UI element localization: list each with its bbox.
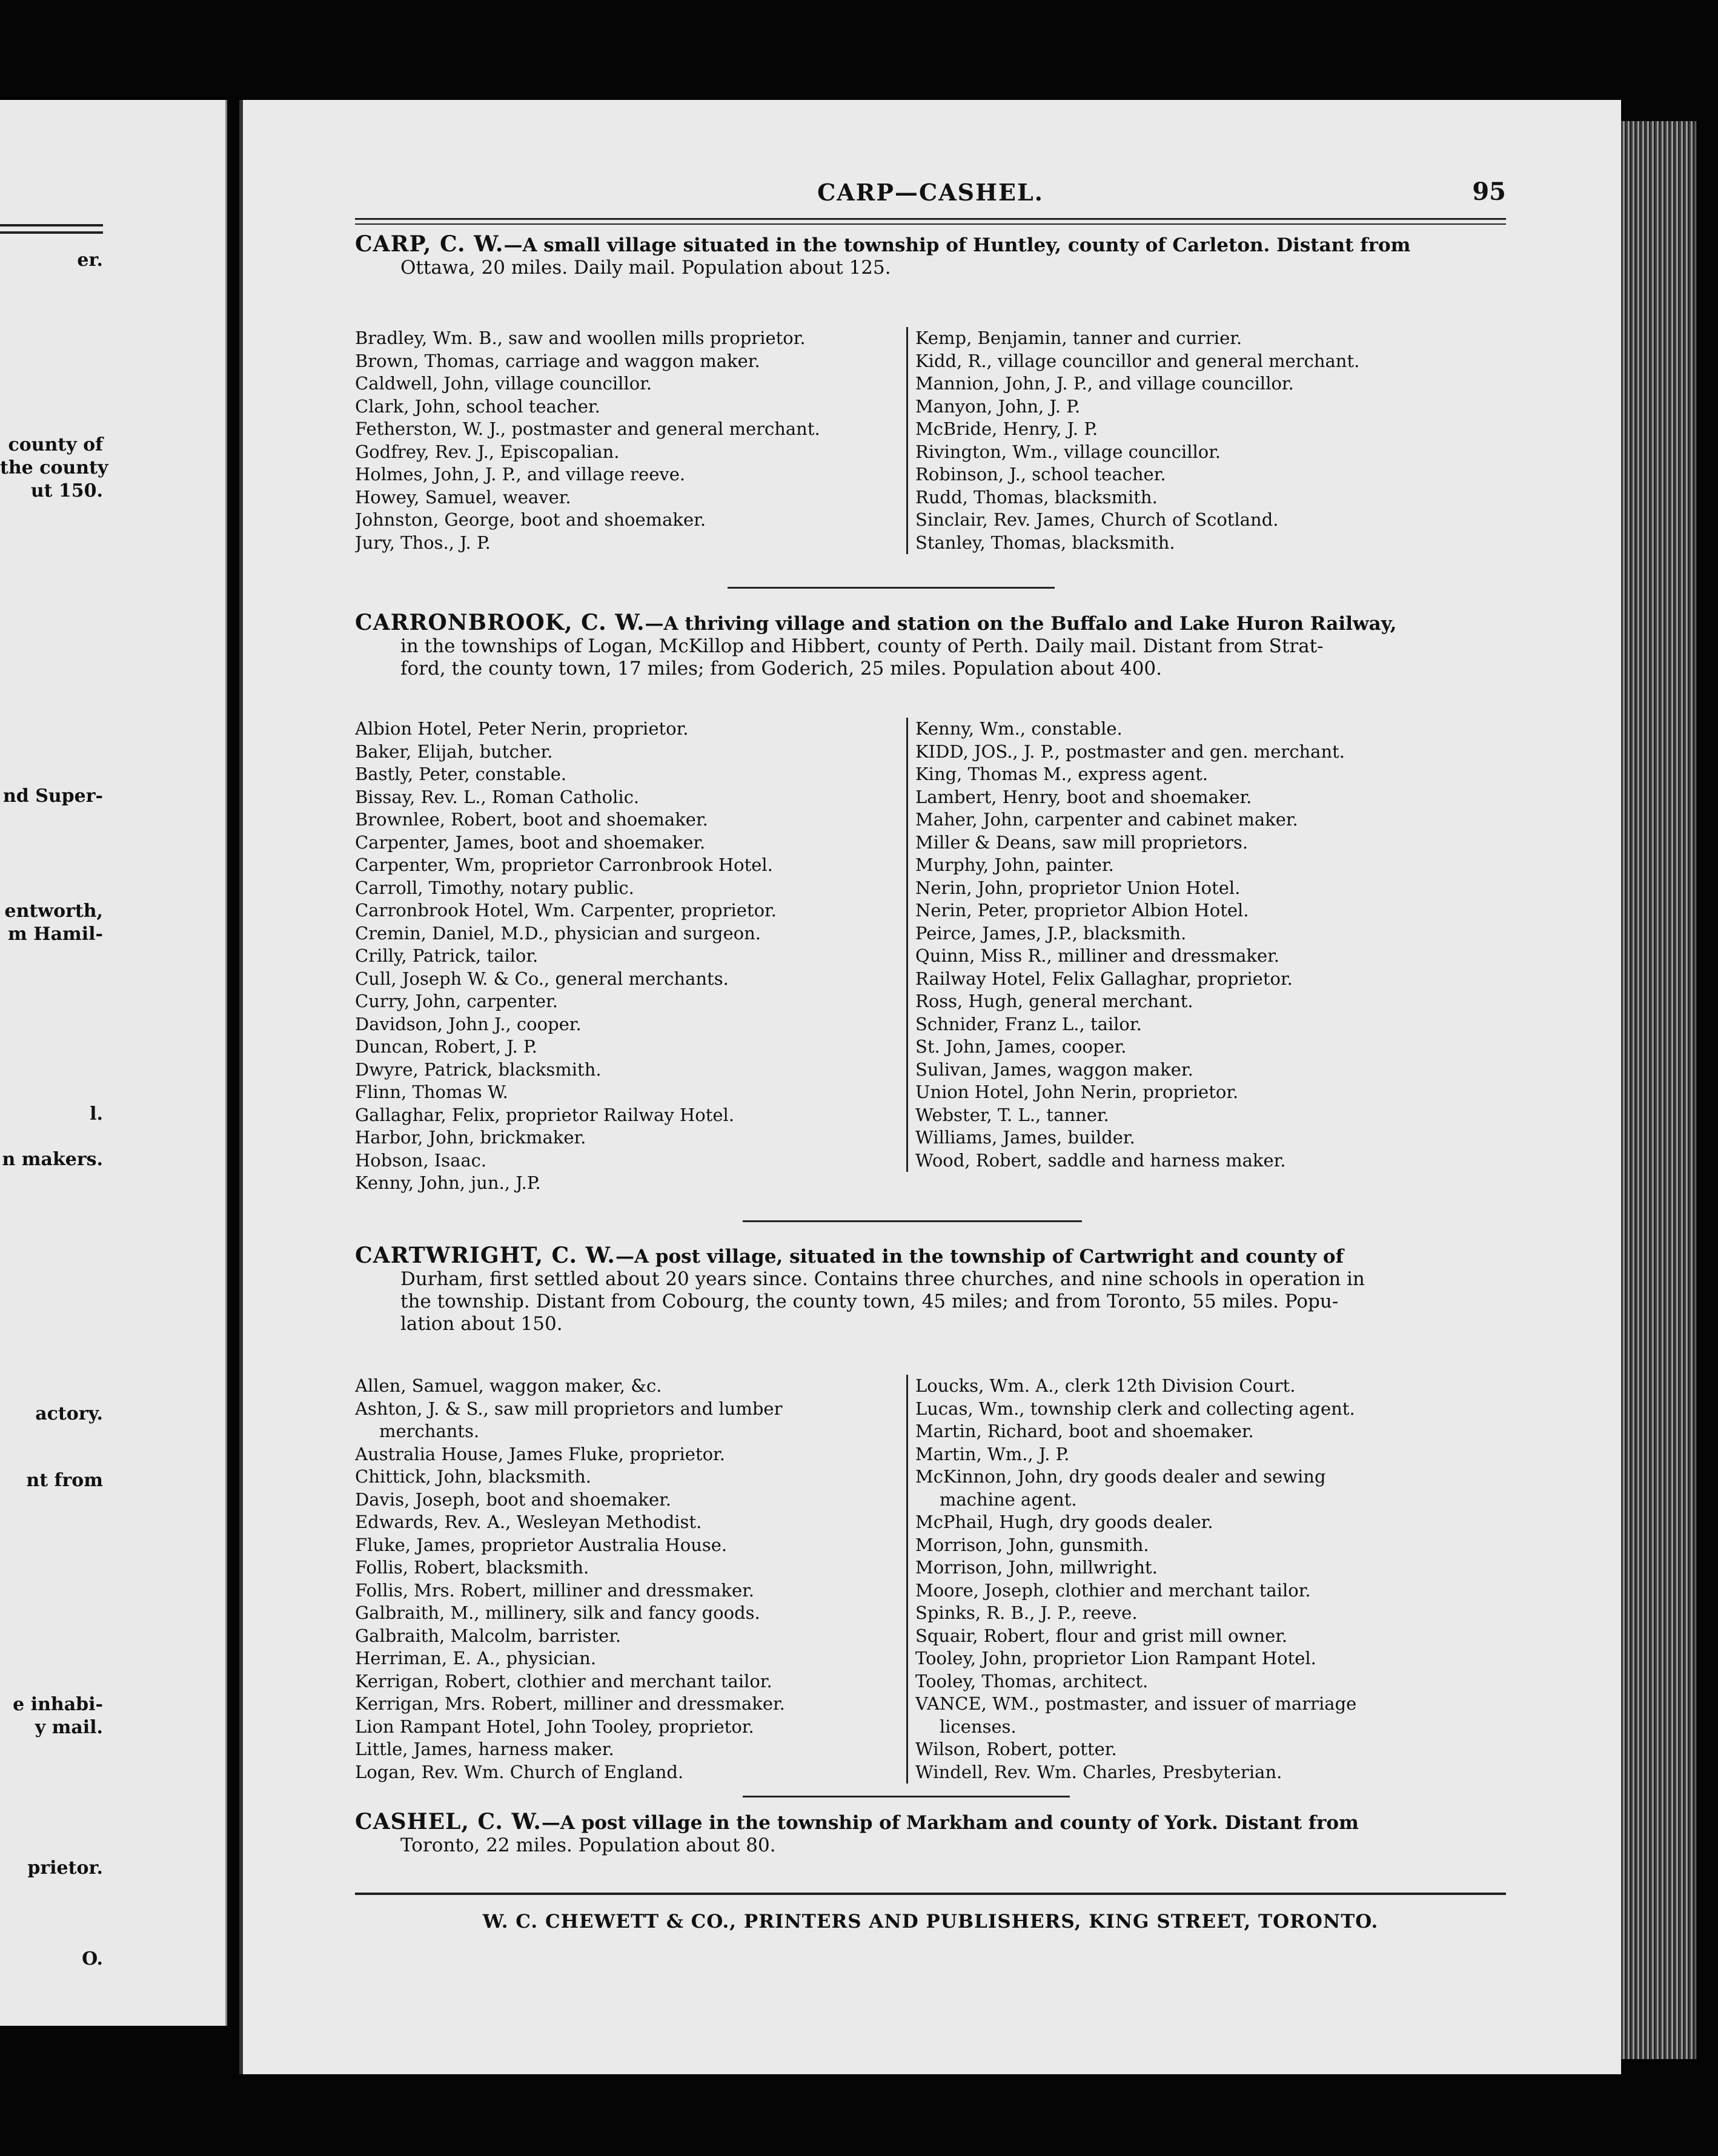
carronbrook-heading bbox=[355, 612, 1506, 680]
list-item: Kenny, Wm., constable. bbox=[915, 718, 1123, 739]
list-item: Follis, Robert, blacksmith. bbox=[355, 1557, 589, 1578]
list-item: Brown, Thomas, carriage and waggon maker. bbox=[355, 350, 760, 371]
place-description-cont: in the townships of Logan, McKillop and Hibbert, county of Perth. Daily mail. Distant from Strat- bbox=[400, 635, 1324, 657]
list-item: machine agent. bbox=[940, 1489, 1077, 1510]
running-head bbox=[355, 173, 1506, 215]
footer-rule bbox=[355, 1893, 1506, 1895]
list-item: licenses. bbox=[940, 1716, 1017, 1737]
list-item: Stanley, Thomas, blacksmith. bbox=[915, 532, 1175, 553]
place-name: CARRONBROOK, C. W. bbox=[355, 610, 645, 635]
list-item: Nerin, Peter, proprietor Albion Hotel. bbox=[915, 900, 1249, 921]
list-item: Railway Hotel, Felix Gallaghar, proprietor. bbox=[915, 968, 1293, 989]
place-description-cont: Ottawa, 20 miles. Daily mail. Population about 125. bbox=[400, 257, 891, 279]
cartwright-right-column bbox=[906, 1375, 1515, 1784]
list-item: Dwyre, Patrick, blacksmith. bbox=[355, 1059, 602, 1080]
list-item: Wilson, Robert, potter. bbox=[915, 1739, 1117, 1759]
previous-page-fragment: y mail. bbox=[35, 1717, 103, 1738]
previous-page-fragment: ut 150. bbox=[30, 480, 103, 501]
list-item: Follis, Mrs. Robert, milliner and dressmaker. bbox=[355, 1579, 755, 1601]
previous-page bbox=[0, 100, 227, 2026]
list-item: Miller & Deans, saw mill proprietors. bbox=[915, 832, 1249, 853]
list-item: Duncan, Robert, J. P. bbox=[355, 1036, 537, 1057]
list-item: Carpenter, James, boot and shoemaker. bbox=[355, 832, 706, 853]
list-item: Mannion, John, J. P., and village councillor. bbox=[915, 373, 1294, 394]
list-item: Tooley, John, proprietor Lion Rampant Hotel. bbox=[915, 1648, 1316, 1668]
list-item: Little, James, harness maker. bbox=[355, 1739, 614, 1759]
list-item: Loucks, Wm. A., clerk 12th Division Court. bbox=[915, 1375, 1296, 1396]
list-item: Herriman, E. A., physician. bbox=[355, 1648, 597, 1668]
list-item: Albion Hotel, Peter Nerin, proprietor. bbox=[355, 718, 689, 739]
list-item: Bastly, Peter, constable. bbox=[355, 764, 567, 784]
previous-page-fragment: n makers. bbox=[2, 1149, 103, 1170]
cashel-heading bbox=[355, 1811, 1506, 1857]
header-rule bbox=[355, 223, 1506, 225]
list-item: Morrison, John, millwright. bbox=[915, 1557, 1158, 1578]
previous-page-fragment: m Hamil- bbox=[8, 924, 103, 945]
list-item: St. John, James, cooper. bbox=[915, 1036, 1127, 1057]
cartwright-heading bbox=[355, 1245, 1506, 1335]
list-item: VANCE, WM., postmaster, and issuer of marriage bbox=[915, 1693, 1357, 1714]
section-divider bbox=[728, 587, 1055, 589]
place-description: —A small village situated in the township of Huntley, county of Carleton. Distant from bbox=[503, 234, 1411, 256]
previous-page-fragment: l. bbox=[90, 1103, 103, 1125]
list-item: Wood, Robert, saddle and harness maker. bbox=[915, 1149, 1286, 1171]
previous-page-fragment: O. bbox=[82, 1948, 103, 1969]
previous-page-fragment: nd Super- bbox=[2, 785, 103, 807]
list-item: Curry, John, carpenter. bbox=[355, 991, 558, 1011]
previous-page-fragment: county of bbox=[8, 434, 103, 455]
list-item: Flinn, Thomas W. bbox=[355, 1082, 508, 1102]
carp-right-column bbox=[906, 327, 1515, 554]
list-item: Sulivan, James, waggon maker. bbox=[915, 1059, 1193, 1080]
list-item: Brownlee, Robert, boot and shoemaker. bbox=[355, 809, 708, 830]
list-item: Johnston, George, boot and shoemaker. bbox=[355, 509, 706, 530]
list-item: Moore, Joseph, clothier and merchant tailor. bbox=[915, 1579, 1311, 1601]
previous-page-rule bbox=[0, 231, 103, 234]
previous-page-fragment: er. bbox=[77, 250, 103, 271]
list-item: Godfrey, Rev. J., Episcopalian. bbox=[355, 441, 620, 462]
list-item: King, Thomas M., express agent. bbox=[915, 764, 1208, 784]
list-item: Carpenter, Wm, proprietor Carronbrook Hotel. bbox=[355, 855, 773, 875]
place-name: CARP, C. W. bbox=[355, 231, 504, 257]
previous-page-fragment: e inhabi- bbox=[13, 1694, 103, 1715]
list-item: Fluke, James, proprietor Australia House. bbox=[355, 1534, 728, 1555]
carronbrook-right-column bbox=[906, 718, 1515, 1172]
list-item: Webster, T. L., tanner. bbox=[915, 1104, 1109, 1125]
list-item: Kerrigan, Mrs. Robert, milliner and dressmaker. bbox=[355, 1693, 785, 1714]
list-item: Murphy, John, painter. bbox=[915, 855, 1114, 875]
list-item: Williams, James, builder. bbox=[915, 1127, 1135, 1148]
list-item: Rivington, Wm., village councillor. bbox=[915, 441, 1221, 462]
list-item: Martin, Richard, boot and shoemaker. bbox=[915, 1421, 1254, 1441]
list-item: Kemp, Benjamin, tanner and currier. bbox=[915, 328, 1242, 348]
list-item: Davis, Joseph, boot and shoemaker. bbox=[355, 1489, 672, 1510]
place-name: CASHEL, C. W. bbox=[355, 1809, 542, 1834]
place-description: —A post village, situated in the township of Cartwright and county of bbox=[615, 1246, 1344, 1268]
place-description-cont: lation about 150. bbox=[400, 1313, 563, 1335]
list-item: Baker, Elijah, butcher. bbox=[355, 741, 553, 762]
section-divider bbox=[743, 1220, 1082, 1222]
list-item: Logan, Rev. Wm. Church of England. bbox=[355, 1761, 684, 1782]
directory-page bbox=[239, 100, 1621, 2074]
list-item: Howey, Samuel, weaver. bbox=[355, 486, 571, 508]
list-item: Rudd, Thomas, blacksmith. bbox=[915, 486, 1158, 508]
list-item: Kidd, R., village councillor and general merchant. bbox=[915, 350, 1360, 371]
place-description-cont: ford, the county town, 17 miles; from Goderich, 25 miles. Population about 400. bbox=[400, 658, 1162, 680]
list-item: Harbor, John, brickmaker. bbox=[355, 1127, 586, 1148]
place-name: CARTWRIGHT, C. W. bbox=[355, 1243, 615, 1268]
list-item: Galbraith, Malcolm, barrister. bbox=[355, 1625, 622, 1646]
list-item: Peirce, James, J.P., blacksmith. bbox=[915, 922, 1187, 944]
list-item: Clark, John, school teacher. bbox=[355, 395, 600, 417]
list-item: Cremin, Daniel, M.D., physician and surgeon. bbox=[355, 922, 761, 944]
list-item: McKinnon, John, dry goods dealer and sewing bbox=[915, 1466, 1326, 1487]
list-item: Lambert, Henry, boot and shoemaker. bbox=[915, 786, 1252, 807]
list-item: Spinks, R. B., J. P., reeve. bbox=[915, 1602, 1138, 1623]
carp-left-column bbox=[355, 327, 900, 554]
place-description: —A thriving village and station on the Buffalo and Lake Huron Railway, bbox=[645, 613, 1397, 635]
list-item: Kerrigan, Robert, clothier and merchant tailor. bbox=[355, 1670, 772, 1691]
page-title: CARP—CASHEL. bbox=[817, 179, 1044, 206]
list-item: Ross, Hugh, general merchant. bbox=[915, 991, 1193, 1011]
list-item: Holmes, John, J. P., and village reeve. bbox=[355, 464, 686, 484]
list-item: KIDD, JOS., J. P., postmaster and gen. merchant. bbox=[915, 741, 1345, 762]
place-description-cont: Durham, first settled about 20 years since. Contains three churches, and nine schools in operation in bbox=[400, 1268, 1365, 1290]
list-item: Tooley, Thomas, architect. bbox=[915, 1670, 1149, 1691]
list-item: Lucas, Wm., township clerk and collecting agent. bbox=[915, 1398, 1355, 1419]
list-item: Hobson, Isaac. bbox=[355, 1149, 487, 1171]
list-item: Schnider, Franz L., tailor. bbox=[915, 1013, 1142, 1034]
list-item: Robinson, J., school teacher. bbox=[915, 464, 1166, 484]
list-item: Maher, John, carpenter and cabinet maker. bbox=[915, 809, 1298, 830]
list-item: Carroll, Timothy, notary public. bbox=[355, 877, 634, 898]
list-item: Quinn, Miss R., milliner and dressmaker. bbox=[915, 945, 1279, 966]
list-item: Sinclair, Rev. James, Church of Scotland. bbox=[915, 509, 1279, 530]
place-description-cont: the township. Distant from Cobourg, the county town, 45 miles; and from Toronto, 55 miles. Popu- bbox=[400, 1291, 1339, 1312]
list-item: Morrison, John, gunsmith. bbox=[915, 1534, 1149, 1555]
previous-page-fragment: the county bbox=[0, 457, 108, 478]
list-item: Carronbrook Hotel, Wm. Carpenter, proprietor. bbox=[355, 900, 777, 921]
list-item: Lion Rampant Hotel, John Tooley, proprietor. bbox=[355, 1716, 754, 1737]
carp-heading bbox=[355, 233, 1506, 279]
list-item: Gallaghar, Felix, proprietor Railway Hotel. bbox=[355, 1104, 735, 1125]
list-item: Martin, Wm., J. P. bbox=[915, 1443, 1070, 1464]
previous-page-fragment: nt from bbox=[26, 1470, 103, 1491]
list-item: Jury, Thos., J. P. bbox=[355, 532, 491, 553]
list-item: merchants. bbox=[379, 1421, 480, 1441]
list-item: Davidson, John J., cooper. bbox=[355, 1013, 582, 1034]
list-item: Edwards, Rev. A., Wesleyan Methodist. bbox=[355, 1512, 702, 1532]
previous-page-fragment: entworth, bbox=[4, 901, 103, 922]
page-edges bbox=[1611, 121, 1696, 2059]
list-item: Australia House, James Fluke, proprietor. bbox=[355, 1443, 725, 1464]
place-description-cont: Toronto, 22 miles. Population about 80. bbox=[400, 1834, 776, 1856]
previous-page-fragment: prietor. bbox=[27, 1857, 103, 1879]
list-item: Caldwell, John, village councillor. bbox=[355, 373, 652, 394]
list-item: McPhail, Hugh, dry goods dealer. bbox=[915, 1512, 1213, 1532]
printer-imprint: W. C. CHEWETT & CO., PRINTERS AND PUBLISHERS, KING STREET, TORONTO. bbox=[482, 1911, 1379, 1933]
cartwright-left-column bbox=[355, 1375, 900, 1784]
carronbrook-left-column bbox=[355, 718, 900, 1195]
list-item: Squair, Robert, flour and grist mill owner. bbox=[915, 1625, 1288, 1646]
section-divider bbox=[743, 1796, 1070, 1797]
list-item: Ashton, J. & S., saw mill proprietors and lumber bbox=[355, 1398, 783, 1419]
previous-page-fragment: actory. bbox=[35, 1403, 103, 1424]
list-item: Chittick, John, blacksmith. bbox=[355, 1466, 591, 1487]
header-rule bbox=[355, 218, 1506, 220]
list-item: Kenny, John, jun., J.P. bbox=[355, 1172, 541, 1193]
page-number: 95 bbox=[1472, 177, 1506, 206]
list-item: Union Hotel, John Nerin, proprietor. bbox=[915, 1082, 1239, 1102]
list-item: Manyon, John, J. P. bbox=[915, 395, 1081, 417]
previous-page-rule bbox=[0, 224, 103, 227]
list-item: Allen, Samuel, waggon maker, &c. bbox=[355, 1375, 662, 1396]
list-item: McBride, Henry, J. P. bbox=[915, 418, 1098, 439]
place-description: —A post village in the township of Markham and county of York. Distant from bbox=[541, 1812, 1359, 1834]
list-item: Cull, Joseph W. & Co., general merchants. bbox=[355, 968, 729, 989]
list-item: Windell, Rev. Wm. Charles, Presbyterian. bbox=[915, 1761, 1282, 1782]
list-item: Bradley, Wm. B., saw and woollen mills proprietor. bbox=[355, 328, 806, 348]
list-item: Fetherston, W. J., postmaster and general merchant. bbox=[355, 418, 820, 439]
list-item: Nerin, John, proprietor Union Hotel. bbox=[915, 877, 1241, 898]
list-item: Bissay, Rev. L., Roman Catholic. bbox=[355, 786, 640, 807]
list-item: Crilly, Patrick, tailor. bbox=[355, 945, 539, 966]
list-item: Galbraith, M., millinery, silk and fancy goods. bbox=[355, 1602, 760, 1623]
